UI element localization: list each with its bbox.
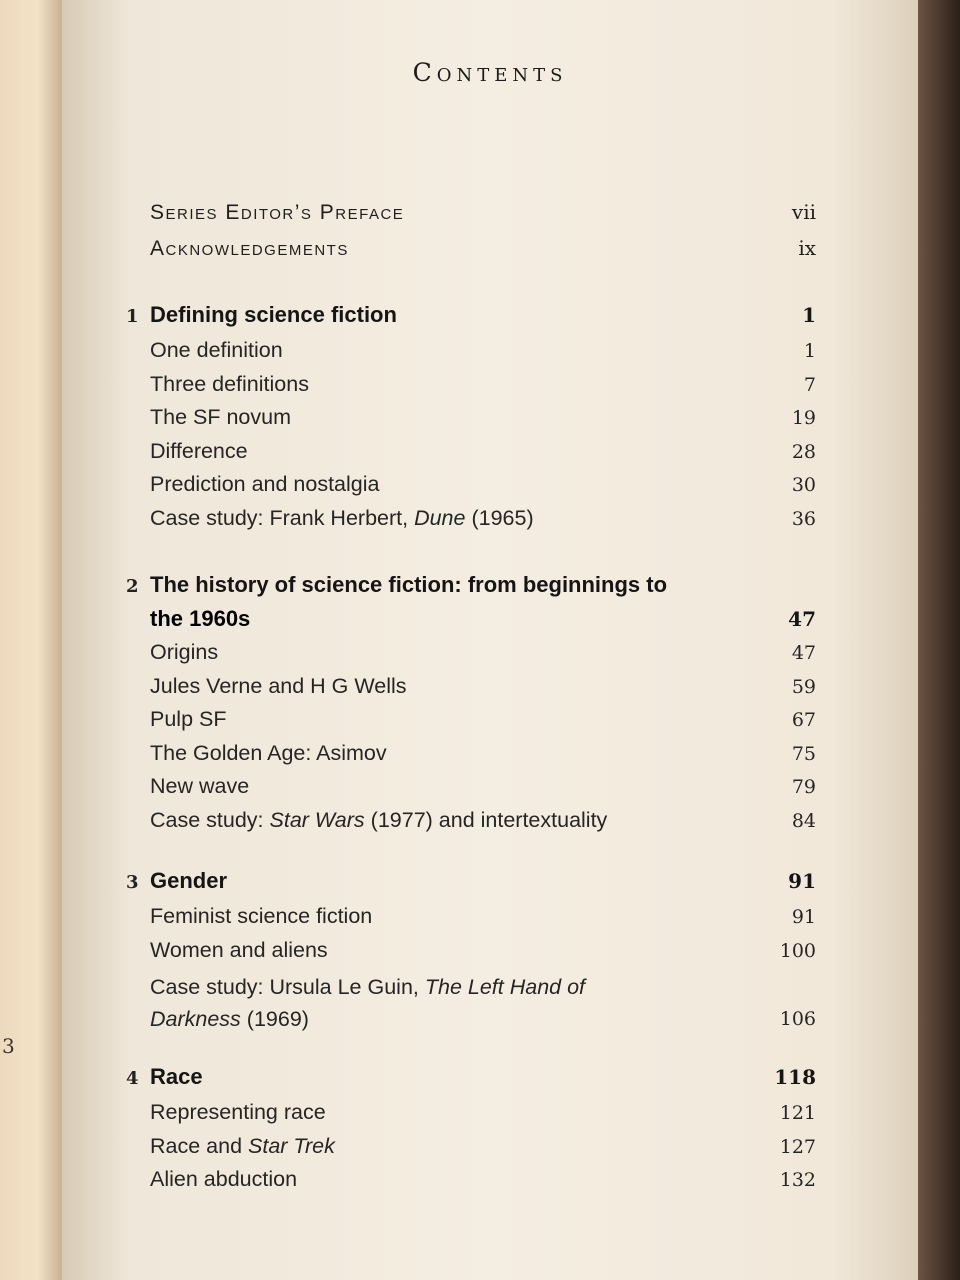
toc-section [150,405,816,439]
toc-section [150,971,816,1035]
toc-section [150,774,816,808]
section-page: 75 [791,742,816,765]
section-page: 47 [791,642,816,664]
chapter-heading [126,1064,816,1100]
section-title [150,506,534,531]
previous-page-edge [0,0,62,1280]
toc-section [150,674,816,708]
section-title-prefix: Case study: Frank Herbert, [150,505,415,530]
toc-section [150,1100,816,1134]
section-title-italic: Dune [414,505,466,530]
section-title-suffix: (1969) [240,1007,309,1031]
section-page: 59 [791,675,816,698]
section-title: Difference [150,438,248,463]
section-page: 121 [779,1102,816,1124]
chapter-number: 2 [126,576,139,597]
section-title-italic: The Left Hand of [424,975,586,999]
section-title: One definition [150,338,283,362]
section-title: Jules Verne and H G Wells [150,673,407,698]
section-title: Representing race [150,1100,326,1124]
section-title: Origins [150,640,219,664]
entry-page: ix [798,236,816,260]
section-page: 67 [791,709,816,731]
section-title-italic: Star Wars [269,807,365,832]
chapter-heading-line2 [150,606,816,640]
section-page: 132 [779,1169,816,1191]
left-margin-number: 3 [2,1034,15,1058]
chapter-title: Gender [150,868,228,893]
section-title-suffix: (1965) [465,505,534,530]
chapter-title: The history of science fiction: from beginnings to [150,572,668,597]
toc-section [150,707,816,741]
toc-section [150,741,816,775]
section-title-suffix: (1977) and intertextuality [364,807,608,832]
section-title-prefix: Race and [150,1133,249,1158]
toc-section [150,506,816,540]
section-title: Prediction and nostalgia [150,472,380,496]
section-page: 79 [791,776,816,798]
toc-section [150,1167,816,1201]
chapter-page: 118 [774,1065,816,1089]
front-matter-list [150,200,816,272]
chapter-3 [126,868,816,1035]
section-title-italic-continued: Darkness [150,1007,241,1031]
section-title: Feminist science fiction [150,904,373,928]
section-page: 7 [803,373,816,396]
section-page: 30 [791,474,816,496]
chapter-page: 1 [802,303,816,327]
chapter-page: 47 [788,607,816,631]
chapter-1 [126,302,816,539]
section-page: 1 [803,340,816,362]
toc-entry-preface [150,200,816,236]
chapter-page: 91 [788,869,816,893]
section-title [150,808,607,833]
chapter-title: Race [150,1064,203,1089]
section-page: 106 [779,1008,816,1030]
chapter-heading [126,868,816,904]
entry-page: vii [791,200,816,224]
chapter-4 [126,1064,816,1201]
toc-section [150,338,816,372]
section-page: 100 [779,939,816,962]
toc-section [150,904,816,938]
book-edge-shadow [918,0,960,1280]
toc-section [150,938,816,972]
section-title: Three definitions [150,371,309,396]
toc-entry-acknowledgements [150,236,816,272]
toc-section [150,808,816,842]
section-title-italic: Star Trek [248,1133,335,1158]
chapter-heading [126,302,816,338]
section-page: 28 [791,440,816,463]
chapter-heading [126,572,816,606]
entry-title: Acknowledgements [150,237,349,260]
toc-section [150,372,816,406]
section-page: 36 [791,507,816,530]
entry-title: Series Editor’s Preface [150,201,405,224]
section-title: Pulp SF [150,707,227,731]
section-title-prefix: Case study: Ursula Le Guin, [150,975,425,999]
section-title-prefix: Case study: [150,807,270,832]
chapter-number: 4 [126,1068,139,1089]
toc-section [150,472,816,506]
toc-section [150,439,816,473]
section-title: The SF novum [150,405,291,429]
section-title [150,1134,335,1159]
chapter-number: 3 [126,872,139,893]
toc-section [150,640,816,674]
toc-section [150,1134,816,1168]
chapter-title: Defining science fiction [150,302,397,327]
chapter-title-continued: the 1960s [150,606,251,631]
section-title: New wave [150,774,250,798]
chapter-number: 1 [126,306,139,327]
book-page [62,0,918,1280]
page-title: Contents [412,58,568,87]
section-title: Alien abduction [150,1167,298,1191]
section-title: The Golden Age: Asimov [150,740,387,765]
section-page: 84 [791,809,816,832]
section-page: 91 [791,906,816,928]
section-page: 19 [791,407,816,429]
section-title: Women and aliens [150,937,328,962]
section-page: 127 [779,1135,816,1158]
chapter-2 [126,572,816,841]
section-title [150,971,585,1035]
